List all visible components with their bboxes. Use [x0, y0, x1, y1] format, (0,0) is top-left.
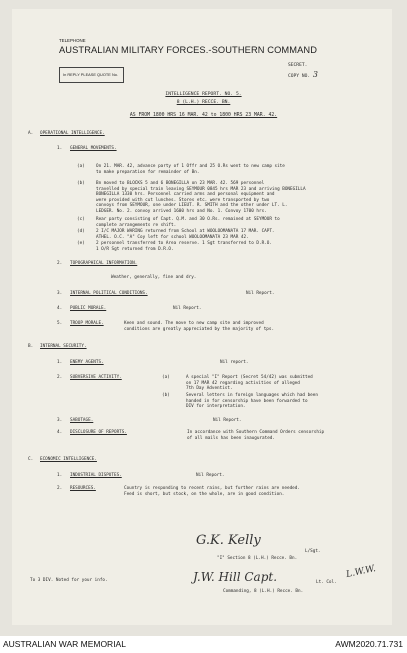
signature-2: J.W. Hill Capt.: [193, 570, 278, 584]
signature-2-rank: Lt. Col.: [316, 580, 337, 585]
handwritten-initials: L.W.W.: [345, 563, 377, 581]
reply-quote-box: [59, 67, 124, 83]
a1-title: GENERAL MOVEMENTS.: [70, 146, 117, 151]
c2-title: RESOURCES.: [70, 486, 96, 491]
distribution-note: To 3 DIV. Noted for your info.: [30, 578, 108, 583]
section-c-letter: C.: [28, 457, 34, 462]
a1-item-a-text: On 21. MAR. 42, advance party of 1 Offr and 25 O.Rs went to new camp site to make preparation for remainder of Bn.: [96, 164, 285, 175]
archive-footer: [0, 636, 407, 653]
b2-sub-b-text: Several letters in foreign languages which had been handed in for censorship have been forwarded to DIV for interpretation.: [186, 393, 318, 410]
a1-item-a-mark: (a): [77, 164, 85, 169]
report-period: AS FROM 1800 HRS 16 MAR. 42 to 1800 HRS 23 MAR. 42.: [129, 113, 278, 118]
b2-number: 2.: [57, 375, 63, 380]
b2-sub-b-mark: (b): [162, 393, 170, 398]
b1-value: Nil report.: [220, 360, 249, 365]
letterhead-title: AUSTRALIAN MILITARY FORCES.-SOUTHERN COMMAND: [59, 45, 318, 55]
b3-value: Nil Report.: [213, 418, 242, 423]
telephone-label: TELEPHONE: [59, 38, 86, 43]
c2-text: Country is responding to recent rains, but further rains are needed. Feed is short, but stock, on the whole, are in good condition.: [124, 486, 300, 497]
a1-item-c-mark: (c): [77, 217, 85, 222]
section-a-letter: A.: [28, 131, 34, 136]
a1-item-c-text: Rear party consisting of Capt. Q.M. and 30 O.Rs. remained at SEYMOUR to complete arrangements re shift.: [96, 217, 280, 228]
report-title: INTELLIGENCE REPORT. NO. 5.: [165, 92, 242, 97]
signature-1-role: "I" Section 8 (L.H.) Recce. Bn.: [217, 556, 298, 561]
b3-title: SABOTAGE.: [70, 418, 94, 423]
a5-title: TROOP MORALE.: [70, 321, 104, 326]
a1-item-b-text: Bn moved to BLOCKS 5 and 6 BONEGILLA on 23 MAR. 42. 569 personnel travelled by special train leaving SEYMOUR 0845 hrs MAR 23 and arriving BONEGILLA BONEGILLA 1330 hrs. Personnel carried arms and personal equipment and were provided with cut lunches. Stores etc. were transported by two convoys from SEYMOUR, one under LIEUT. R. SMITH and the other under LT. L. LEDGER. No. 2. convoy arrived 1600 hrs and No. 1. Convoy 1700 hrs.: [96, 181, 306, 214]
report-unit: 8 (L.H.) RECCE. BN.: [176, 100, 231, 105]
section-a-title: OPERATIONAL INTELLIGENCE.: [40, 131, 105, 136]
b2-sub-a-mark: (a): [162, 375, 170, 380]
b3-number: 3.: [57, 418, 63, 423]
a2-title: TOPOGRAPHICAL INFORMATION.: [70, 261, 138, 266]
b4-text: In accordance with Southern Command Orders censorship of all mails has been inaugurated.: [187, 430, 325, 441]
c1-number: 1.: [57, 473, 63, 478]
section-c-title: ECONOMIC INTELLIGENCE.: [40, 457, 97, 462]
a3-number: 3.: [57, 291, 63, 296]
a5-text: Keen and sound. The move to new camp site and improved conditions are greatly appreciated by the majority of tps.: [124, 321, 275, 332]
a1-item-d-mark: (d): [77, 229, 85, 234]
c1-value: Nil Report.: [196, 473, 225, 478]
section-b-letter: B.: [28, 344, 34, 349]
b4-title: DISCLOSURE OF REPORTS.: [70, 430, 127, 435]
a4-number: 4.: [57, 306, 63, 311]
footer-source: AUSTRALIAN WAR MEMORIAL: [3, 639, 126, 649]
b2-sub-a-text: A special "I" Report (Secret 54/42) was submitted on 17 MAR 42 regarding activities of alleged 7th Day Adventist.: [186, 375, 313, 392]
b1-number: 1.: [57, 360, 63, 365]
a3-value: Nil Report.: [246, 291, 275, 296]
a3-title: INTERNAL POLITICAL CONDITIONS.: [70, 291, 148, 296]
signature-2-role: Commanding, 8 (L.H.) Recce. Bn.: [223, 589, 304, 594]
b1-title: ENEMY AGENTS.: [70, 360, 104, 365]
a1-item-b-mark: (b): [77, 181, 85, 186]
reply-quote-label: In REPLY PLEASE QUOTE No.: [63, 72, 118, 77]
a1-item-e-mark: (e): [77, 241, 85, 246]
copy-number: COPY NO. 3: [288, 70, 319, 79]
signature-1: G.K. Kelly: [196, 533, 261, 548]
a1-number: 1.: [57, 146, 63, 151]
a5-number: 5.: [57, 321, 63, 326]
a4-value: Nil Report.: [173, 306, 202, 311]
b2-title: SUBVERSIVE ACTIVITY.: [70, 375, 122, 380]
a2-number: 2.: [57, 261, 63, 266]
c1-title: INDUSTRIAL DISPUTES.: [70, 473, 122, 478]
a2-value: Weather, generally, fine and dry.: [111, 275, 197, 280]
copy-number-value: 3: [312, 70, 319, 79]
c2-number: 2.: [57, 486, 63, 491]
signature-1-rank: L/Sgt.: [305, 549, 321, 554]
a1-item-e-text: 2 personnel transferred to Area reserve. 1 Sgt transferred to D.R.O. 1 O/R Sgt returned from D.R.O.: [96, 241, 272, 252]
b4-number: 4.: [57, 430, 63, 435]
section-b-title: INTERNAL SECURITY.: [40, 344, 87, 349]
a1-item-d-text: 2 I/C MAJOR WARING returned from School at WOOLOOMANATA 17 MAR. CAPT. ATHEL. O.C. "A" Coy left for school WOOLOOMANATA 23 MAR 42.: [96, 229, 275, 240]
secret-label: SECRET.: [288, 63, 308, 68]
footer-accession-number: AWM2020.71.731: [335, 639, 403, 649]
a4-title: PUBLIC MORALE.: [70, 306, 107, 311]
